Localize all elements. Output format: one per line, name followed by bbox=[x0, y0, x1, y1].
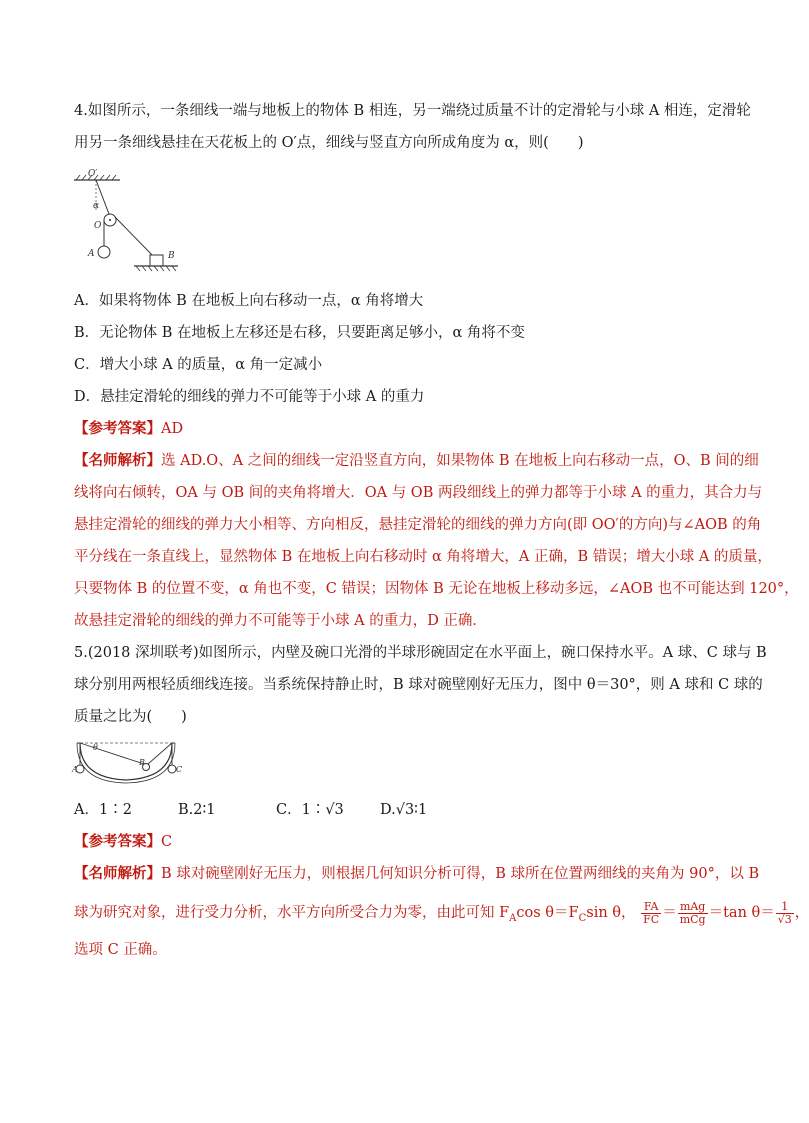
q5-sub-c: C bbox=[578, 912, 587, 924]
q4-analysis-line6: 故悬挂定滑轮的细线的弹力不可能等于小球 A 的重力，D 正确． bbox=[74, 613, 487, 629]
q5-analysis-text2-post: sin θ， bbox=[586, 905, 636, 921]
q4-option-b: B．无论物体 B 在地板上左移还是右移，只要距离足够小，α 角将不变 bbox=[74, 325, 525, 341]
fraction-weight-ratio bbox=[678, 901, 708, 926]
q5-eq2: ＝tan θ＝ bbox=[708, 905, 775, 921]
q4-option-c: C．增大小球 A 的质量，α 角一定减小 bbox=[74, 357, 323, 373]
q4-pulley-diagram bbox=[72, 168, 182, 273]
q5-sub-a: A bbox=[509, 912, 517, 924]
label-alpha: α bbox=[93, 201, 100, 211]
q5-analysis-line3: 选项 C 正确。 bbox=[74, 942, 167, 958]
q5-option-c: C．1∶√3 bbox=[276, 802, 344, 818]
q5-analysis-line1 bbox=[74, 864, 759, 884]
q5-stem-line1: 5.(2018 深圳联考)如图所示，内壁及碗口光滑的半球形碗固定在水平面上，碗口保持水平。A 球、C 球与 B bbox=[74, 645, 767, 661]
q5-analysis-text1: B 球对碗壁刚好无压力，则根据几何知识分析可得，B 球所在位置两细线的夹角为 90°，以 B bbox=[161, 866, 760, 882]
q5-option-a: A．1∶2 bbox=[74, 802, 132, 818]
frac-result-den: √3 bbox=[777, 912, 792, 926]
q5-option-b: B.2∶1 bbox=[178, 802, 216, 818]
q5-analysis-text2-pre: 球为研究对象，进行受力分析，水平方向所受合力为零，由此可知 F bbox=[74, 905, 510, 921]
q5-end-comma: ， bbox=[794, 905, 809, 921]
q5-bowl-figure bbox=[72, 738, 184, 790]
frac-force-num: FA bbox=[641, 901, 661, 914]
q5-eq1: ＝ bbox=[662, 905, 677, 921]
q5-stem-line3: 质量之比为( ) bbox=[74, 709, 187, 725]
frac-result-num: 1 bbox=[776, 901, 794, 914]
frac-weight-num: mAg bbox=[678, 901, 708, 914]
label-a: A bbox=[88, 249, 95, 259]
q4-answer bbox=[74, 419, 183, 439]
q5-bowl-diagram bbox=[72, 738, 184, 786]
q5-analysis-tag: 【名师解析】 bbox=[74, 865, 161, 882]
q4-stem-line2: 用另一条细线悬挂在天花板上的 O′点，细线与竖直方向所成角度为 α，则( ) bbox=[74, 135, 584, 151]
q5-options bbox=[74, 800, 427, 820]
fraction-result bbox=[776, 901, 794, 926]
q5-stem-line2: 球分别用两根轻质细线连接。当系统保持静止时，B 球对碗壁刚好无压力，图中 θ＝30°，则 A 球和 C 球的 bbox=[74, 677, 763, 693]
label-theta: θ bbox=[93, 743, 98, 752]
q4-pulley-figure bbox=[72, 168, 182, 277]
q4-stem-line1: 4.如图所示，一条细线一端与地板上的物体 B 相连，另一端绕过质量不计的定滑轮与小球 A 相连，定滑轮 bbox=[74, 103, 751, 119]
label-b: B bbox=[168, 251, 175, 261]
label-o: O bbox=[94, 221, 102, 231]
q4-analysis-line4: 平分线在一条直线上，显然物体 B 在地板上向右移动时 α 角将增大，A 正确，B 错误；增大小球 A 的质量， bbox=[74, 549, 772, 565]
label-ball-a: A bbox=[72, 765, 78, 774]
q5-answer bbox=[74, 832, 172, 852]
q5-answer-value: C bbox=[161, 834, 173, 850]
q4-analysis-line3: 悬挂定滑轮的细线的弹力大小相等、方向相反，悬挂定滑轮的细线的弹力方向(即 OO′的方向)与∠AOB 的角 bbox=[74, 517, 762, 533]
frac-force-den: FC bbox=[643, 912, 660, 926]
q5-option-d: D.√3∶1 bbox=[380, 802, 428, 818]
label-ball-b: B bbox=[139, 758, 145, 767]
q4-option-d: D．悬挂定滑轮的细线的弹力不可能等于小球 A 的重力 bbox=[74, 389, 425, 405]
q4-answer-value: AD bbox=[161, 421, 184, 437]
fraction-force-ratio bbox=[641, 901, 661, 926]
label-o-prime: O′ bbox=[88, 169, 98, 179]
q4-analysis-line1 bbox=[74, 451, 759, 471]
label-ball-c: C bbox=[176, 765, 183, 774]
q4-analysis-line2: 线将向右倾转，OA 与 OB 间的夹角将增大．OA 与 OB 两段细线上的弹力都等于小球 A 的重力，其合力与 bbox=[74, 485, 763, 501]
q4-answer-tag: 【参考答案】 bbox=[74, 420, 161, 437]
q5-analysis-line2 bbox=[74, 898, 809, 934]
q4-analysis-line5: 只要物体 B 的位置不变，α 角也不变，C 错误；因物体 B 无论在地板上移动多远，∠AOB 也不可能达到 120°， bbox=[74, 581, 799, 597]
q4-option-a: A．如果将物体 B 在地板上向右移动一点，α 角将增大 bbox=[74, 293, 424, 309]
q5-analysis-text2-mid: cos θ＝F bbox=[516, 905, 579, 921]
q4-analysis-text1: 选 AD.O、A 之间的细线一定沿竖直方向，如果物体 B 在地板上向右移动一点，O、B 间的细 bbox=[161, 453, 759, 469]
frac-weight-den: mCg bbox=[679, 912, 706, 926]
q4-analysis-tag: 【名师解析】 bbox=[74, 452, 161, 469]
q5-answer-tag: 【参考答案】 bbox=[74, 833, 161, 850]
